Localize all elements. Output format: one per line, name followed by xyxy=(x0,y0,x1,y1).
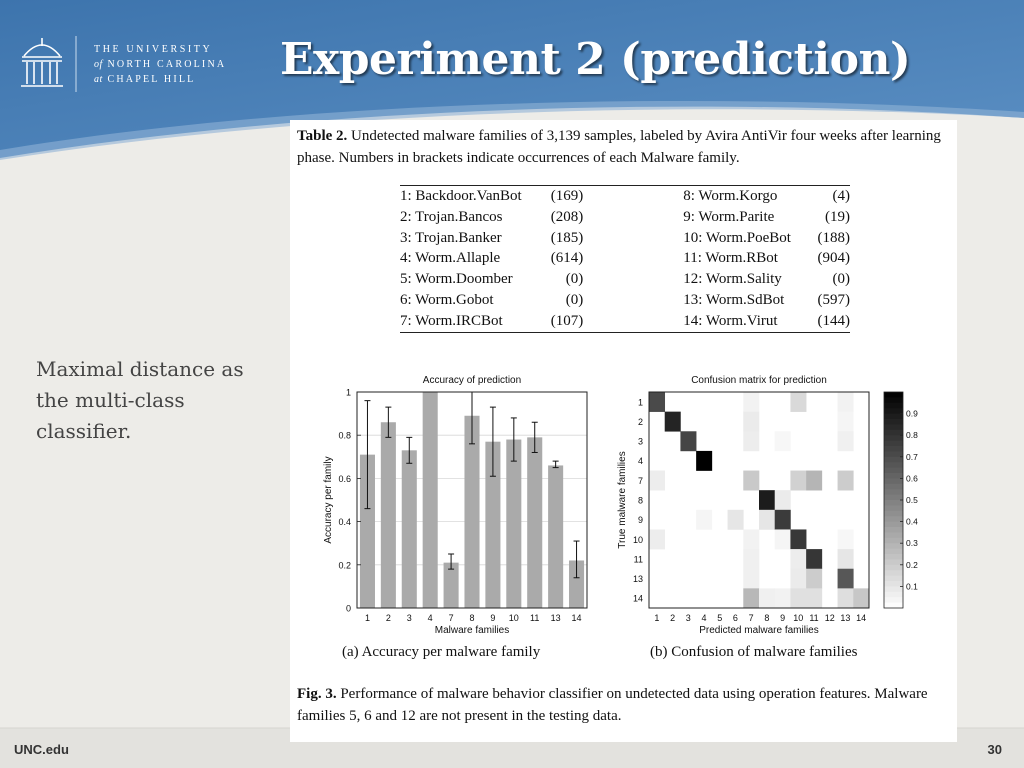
bar-xtick-label: 10 xyxy=(508,613,519,623)
heatmap-cell xyxy=(743,431,759,451)
family-count-cell: (107) xyxy=(550,312,584,329)
table-caption-label: Table 2. xyxy=(297,128,348,144)
colorbar-tick-label: 0.9 xyxy=(906,408,918,419)
side-note: Maximal distance as the multi-class classifier. xyxy=(36,357,244,443)
colorbar-segment xyxy=(884,446,903,452)
bar xyxy=(464,416,479,608)
heatmap-xtick-label: 5 xyxy=(717,613,723,623)
colorbar-segment xyxy=(884,484,903,490)
heatmap-title: Confusion matrix for prediction xyxy=(691,375,827,386)
heatmap-ytick-label: 3 xyxy=(637,436,643,447)
heatmap-cell xyxy=(728,510,744,530)
paper-excerpt xyxy=(290,120,957,742)
colorbar-segment xyxy=(884,500,903,506)
heatmap-cell xyxy=(775,490,791,510)
family-count-cell: (185) xyxy=(550,229,584,246)
colorbar-segment xyxy=(884,576,903,582)
figure-caption-label: Fig. 3. xyxy=(297,686,337,702)
colorbar-tick-label: 0.3 xyxy=(906,538,918,549)
family-name-cell: 4: Worm.Allaple xyxy=(400,250,501,267)
bar-ytick-label: 1 xyxy=(345,387,351,398)
heatmap-ytick-label: 4 xyxy=(637,456,643,467)
colorbar-segment xyxy=(884,554,903,560)
colorbar-segment xyxy=(884,532,903,538)
heatmap-cell xyxy=(696,510,712,530)
family-name-cell: 1: Backdoor.VanBot xyxy=(400,188,522,204)
heatmap-xtick-label: 2 xyxy=(670,613,676,623)
page-number: 30 xyxy=(987,742,1002,757)
heatmap-cell xyxy=(853,588,869,608)
heatmap-xtick-label: 12 xyxy=(824,613,835,623)
heatmap-cell xyxy=(806,588,822,608)
colorbar-segment xyxy=(884,549,903,555)
heatmap-xtick-label: 7 xyxy=(748,613,754,623)
heatmap-cell xyxy=(790,549,806,569)
heatmap-cell xyxy=(790,529,806,549)
family-name-cell: 10: Worm.PoeBot xyxy=(683,229,791,246)
colorbar-segment xyxy=(884,403,903,409)
colorbar-tick-label: 0.8 xyxy=(906,430,918,441)
bar-ytick-label: 0.2 xyxy=(338,560,351,571)
heatmap-ytick-label: 1 xyxy=(637,397,643,408)
colorbar-tick-label: 0.2 xyxy=(906,559,918,570)
colorbar-segment xyxy=(884,570,903,576)
bar-xtick-label: 2 xyxy=(385,613,391,623)
heatmap-ylabel: True malware families xyxy=(617,451,628,549)
colorbar-segment xyxy=(884,495,903,501)
family-count-cell: (614) xyxy=(550,250,584,267)
colorbar-segment xyxy=(884,597,903,603)
figure-caption xyxy=(297,683,957,727)
heatmap-cell xyxy=(665,412,681,432)
bar-xtick-label: 7 xyxy=(448,613,454,623)
heatmap-cell xyxy=(838,549,854,569)
family-name-cell: 3: Trojan.Banker xyxy=(400,229,502,246)
colorbar-segment xyxy=(884,505,903,511)
colorbar-segment xyxy=(884,565,903,571)
family-name-cell: 7: Worm.IRCBot xyxy=(400,312,503,329)
bar xyxy=(506,440,521,608)
heatmap-xtick-label: 14 xyxy=(856,613,867,623)
colorbar-tick-label: 0.6 xyxy=(906,473,918,484)
heatmap-ytick-label: 7 xyxy=(637,475,643,486)
heatmap-cell xyxy=(838,529,854,549)
family-count-cell: (0) xyxy=(565,291,584,308)
colorbar-segment xyxy=(884,516,903,522)
heatmap-cell xyxy=(775,431,791,451)
heatmap-cell xyxy=(649,392,665,412)
heatmap-cell xyxy=(649,471,665,491)
colorbar-segment xyxy=(884,468,903,474)
bar-xtick-label: 1 xyxy=(364,613,370,623)
family-name-cell: 8: Worm.Korgo xyxy=(683,188,778,204)
family-count-cell: (169) xyxy=(550,188,584,204)
heatmap-xtick-label: 10 xyxy=(793,613,804,623)
heatmap-cell xyxy=(696,451,712,471)
family-name-cell: 11: Worm.RBot xyxy=(683,250,778,267)
family-count-cell: (0) xyxy=(565,271,584,288)
family-name-cell: 6: Worm.Gobot xyxy=(400,291,494,308)
colorbar-segment xyxy=(884,473,903,479)
heatmap-cell xyxy=(743,529,759,549)
family-count-cell: (4) xyxy=(832,188,850,204)
colorbar-segment xyxy=(884,462,903,468)
heatmap-cell xyxy=(806,471,822,491)
heatmap-cell xyxy=(775,588,791,608)
bar-xtick-label: 9 xyxy=(490,613,496,623)
colorbar-segment xyxy=(884,419,903,425)
heatmap-ytick-label: 8 xyxy=(637,495,643,506)
heatmap-cell xyxy=(838,588,854,608)
heatmap-cell xyxy=(743,588,759,608)
colorbar-segment xyxy=(884,408,903,414)
colorbar-segment xyxy=(884,527,903,533)
bar-ytick-label: 0.8 xyxy=(338,430,351,441)
heatmap-xtick-label: 3 xyxy=(685,613,691,623)
heatmap-cell xyxy=(759,510,775,530)
colorbar-tick-label: 0.1 xyxy=(906,581,918,592)
heatmap-ytick-label: 2 xyxy=(637,416,643,427)
bar xyxy=(402,450,417,608)
heatmap-xtick-label: 6 xyxy=(732,613,738,623)
colorbar-segment xyxy=(884,457,903,463)
family-name-cell: 13: Worm.SdBot xyxy=(683,291,785,308)
heatmap-xtick-label: 4 xyxy=(701,613,707,623)
heatmap-xtick-label: 9 xyxy=(780,613,786,623)
heatmap-cell xyxy=(743,549,759,569)
colorbar-segment xyxy=(884,581,903,587)
heatmap-ytick-label: 10 xyxy=(632,534,643,545)
bar-xtick-label: 13 xyxy=(550,613,561,623)
heatmap-cell xyxy=(790,588,806,608)
university-line-3: at CHAPEL HILL xyxy=(94,74,196,85)
heatmap-cell xyxy=(790,392,806,412)
colorbar-tick-label: 0.5 xyxy=(906,495,918,505)
colorbar-segment xyxy=(884,559,903,565)
colorbar-segment xyxy=(884,424,903,430)
heatmap-cell xyxy=(838,569,854,589)
heatmap-cell xyxy=(838,471,854,491)
bar-ytick-label: 0.4 xyxy=(338,517,351,528)
table-caption-text: Undetected malware families of 3,139 samples, labeled by Avira AntiVir four weeks after learning phase. Numbers in brackets indicate occurrences of each Malware family. xyxy=(297,128,941,166)
heatmap-cell xyxy=(838,431,854,451)
colorbar-segment xyxy=(884,441,903,447)
colorbar-segment xyxy=(884,489,903,495)
bar-xtick-label: 4 xyxy=(427,613,433,623)
colorbar-segment xyxy=(884,586,903,592)
bar-xtick-label: 14 xyxy=(571,613,582,623)
heatmap-cell xyxy=(775,529,791,549)
bar-xtick-label: 8 xyxy=(469,613,475,623)
colorbar-tick-label: 0.4 xyxy=(906,516,918,527)
footer-site: UNC.edu xyxy=(14,742,69,757)
colorbar-segment xyxy=(884,451,903,457)
colorbar-segment xyxy=(884,511,903,517)
bar-chart-ylabel: Accuracy per family xyxy=(323,456,334,544)
family-count-cell: (208) xyxy=(550,208,584,225)
heatmap-xtick-label: 1 xyxy=(654,613,660,623)
colorbar-segment xyxy=(884,397,903,403)
heatmap-cell xyxy=(743,569,759,589)
bar-ytick-label: 0 xyxy=(345,603,351,614)
heatmap-xtick-label: 13 xyxy=(840,613,851,623)
colorbar-segment xyxy=(884,392,903,398)
subcaption-a: (a) Accuracy per malware family xyxy=(342,644,541,660)
heatmap-cell xyxy=(743,412,759,432)
bar-xtick-label: 11 xyxy=(530,613,540,623)
confusion-heatmap xyxy=(617,375,918,636)
colorbar-segment xyxy=(884,592,903,598)
heatmap-cell xyxy=(680,431,696,451)
family-count-cell: (19) xyxy=(825,208,850,225)
family-count-cell: (597) xyxy=(817,291,850,308)
heatmap-ytick-label: 13 xyxy=(632,574,643,585)
colorbar-segment xyxy=(884,603,903,609)
family-name-cell: 9: Worm.Parite xyxy=(683,208,775,225)
university-line-1: THE UNIVERSITY xyxy=(94,44,213,55)
family-name-cell: 14: Worm.Virut xyxy=(683,312,778,329)
colorbar-segment xyxy=(884,478,903,484)
family-name-cell: 5: Worm.Doomber xyxy=(400,271,513,288)
family-name-cell: 12: Worm.Sality xyxy=(683,271,782,288)
bar-xtick-label: 3 xyxy=(406,613,412,623)
heatmap-cell xyxy=(759,588,775,608)
heatmap-xlabel: Predicted malware families xyxy=(699,625,819,636)
family-name-cell: 2: Trojan.Bancos xyxy=(400,208,503,225)
bar-ytick-label: 0.6 xyxy=(338,473,351,484)
heatmap-ytick-label: 9 xyxy=(637,515,643,526)
bar xyxy=(423,392,438,608)
accuracy-bar-chart xyxy=(323,375,587,636)
heatmap-ytick-label: 14 xyxy=(632,593,643,604)
bar xyxy=(527,437,542,608)
bar-chart-xlabel: Malware families xyxy=(434,625,510,636)
heatmap-cell xyxy=(759,490,775,510)
university-line-2: of NORTH CAROLINA xyxy=(94,59,227,70)
heatmap-xtick-label: 11 xyxy=(809,613,819,623)
subcaption-b: (b) Confusion of malware families xyxy=(650,644,858,660)
family-count-cell: (144) xyxy=(817,312,850,329)
bar xyxy=(381,422,396,608)
colorbar-segment xyxy=(884,414,903,420)
slide-title: Experiment 2 (prediction) xyxy=(280,34,911,85)
heatmap-cell xyxy=(838,412,854,432)
colorbar-segment xyxy=(884,522,903,528)
heatmap-cell xyxy=(743,392,759,412)
bar-chart-title: Accuracy of prediction xyxy=(422,375,522,386)
heatmap-cell xyxy=(790,569,806,589)
heatmap-cell xyxy=(775,510,791,530)
bar xyxy=(548,465,563,608)
heatmap-ytick-label: 11 xyxy=(633,554,643,565)
heatmap-cell xyxy=(806,549,822,569)
family-count-cell: (904) xyxy=(817,250,850,267)
colorbar-segment xyxy=(884,543,903,549)
family-count-cell: (0) xyxy=(832,271,850,288)
colorbar-segment xyxy=(884,435,903,441)
heatmap-cell xyxy=(743,471,759,491)
figure-caption-text: Performance of malware behavior classifier on undetected data using operation features. Malware families 5, 6 and 12 are not present in the testing data. xyxy=(297,686,928,724)
figure-plots xyxy=(290,120,957,680)
colorbar-segment xyxy=(884,430,903,436)
family-count-cell: (188) xyxy=(817,229,850,246)
heatmap-xtick-label: 8 xyxy=(764,613,770,623)
colorbar-tick-label: 0.7 xyxy=(906,451,918,462)
heatmap-cell xyxy=(806,569,822,589)
heatmap-cell xyxy=(790,471,806,491)
heatmap-cell xyxy=(838,392,854,412)
heatmap-cell xyxy=(649,529,665,549)
university-wordmark xyxy=(94,42,226,87)
colorbar-segment xyxy=(884,538,903,544)
